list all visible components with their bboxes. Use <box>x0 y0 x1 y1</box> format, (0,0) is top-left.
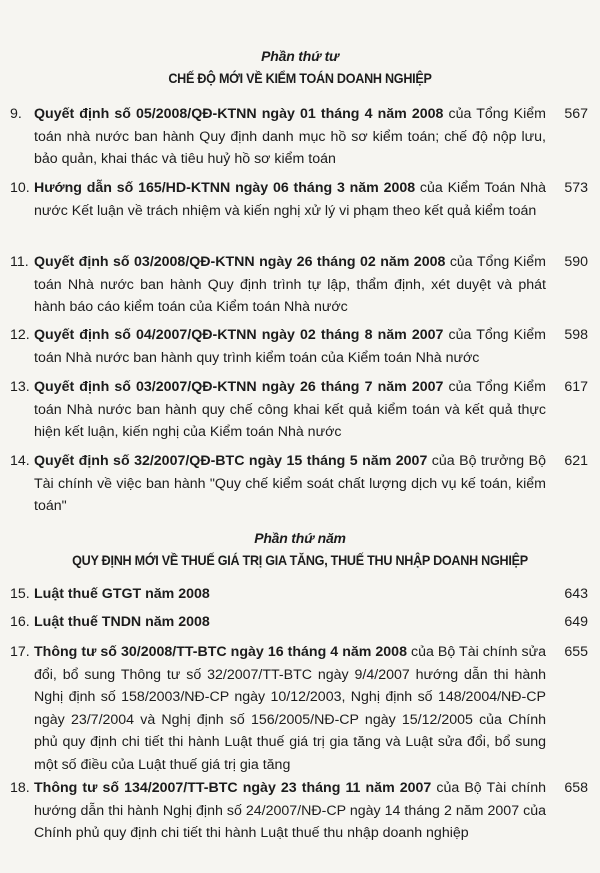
entry-number: 10. <box>10 180 30 196</box>
entry-number: 9. <box>10 106 22 122</box>
entry-page-number: 573 <box>564 180 588 196</box>
entry-title: Hướng dẫn số 165/HD-KTNN ngày 06 tháng 3 năm 2008 <box>34 180 416 196</box>
toc-entry-12 <box>10 324 590 369</box>
entry-text <box>34 611 546 634</box>
toc-entry-13 <box>10 376 590 444</box>
toc-entry-10 <box>10 177 590 222</box>
entry-text <box>34 376 546 444</box>
entry-description: của Tổng Kiểm toán Nhà nước ban hành Quy định trình tự lập, thẩm định, xét duyệt và phát hành báo cáo kiểm toán của Kiểm toán Nhà nước <box>34 254 546 315</box>
entry-text <box>34 251 546 319</box>
entry-description: của Bộ Tài chính sửa đổi, bổ sung Thông tư số 32/2007/TT-BTC ngày 9/4/2007 hướng dẫn thi hành Nghị định số 158/2003/NĐ-CP ngày 10/12/2003, Nghị định số 148/2004/NĐ-CP ngày 23/7/2004 và Nghị định số 156/2005/NĐ-CP ngày 15/12/2005 của Chính phủ quy định chi tiết thi hành Luật thuế giá trị gia tăng và Luật sửa đổi, bổ sung một số điều của Luật thuế giá trị gia tăng <box>34 644 546 773</box>
entry-page-number: 649 <box>564 614 588 630</box>
entry-text <box>34 103 546 171</box>
entry-page-number: 617 <box>564 379 588 395</box>
entry-number: 14. <box>10 453 30 469</box>
entry-number: 13. <box>10 379 30 395</box>
entry-title: Quyết định số 05/2008/QĐ-KTNN ngày 01 tháng 4 năm 2008 <box>34 106 444 122</box>
entry-description: của Tổng Kiểm toán nhà nước ban hành Quy định danh mục hồ sơ kiểm toán; chế độ nộp lưu, bảo quản, khai thác và tiêu huỷ hồ sơ kiểm toán <box>34 106 546 167</box>
part5-label: Phần thứ năm <box>254 530 346 546</box>
toc-entry-9 <box>10 103 590 171</box>
part4-heading: CHẾ ĐỘ MỚI VỀ KIỂM TOÁN DOANH NGHIỆP <box>168 70 432 86</box>
entry-title: Quyết định số 04/2007/QĐ-KTNN ngày 02 tháng 8 năm 2007 <box>34 327 444 343</box>
entry-title: Thông tư số 134/2007/TT-BTC ngày 23 tháng 11 năm 2007 <box>34 780 432 796</box>
entry-page-number: 658 <box>564 780 588 796</box>
entry-number: 18. <box>10 780 30 796</box>
toc-entry-11 <box>10 251 590 319</box>
entry-page-number: 655 <box>564 644 588 660</box>
entry-page-number: 621 <box>564 453 588 469</box>
part4-label: Phần thứ tư <box>261 48 339 64</box>
entry-number: 11. <box>10 254 29 270</box>
entry-text <box>34 450 546 518</box>
entry-text <box>34 641 546 776</box>
entry-text <box>34 177 546 222</box>
entry-title: Quyết định số 03/2008/QĐ-KTNN ngày 26 tháng 02 năm 2008 <box>34 254 446 270</box>
entry-page-number: 643 <box>564 586 588 602</box>
entry-title: Luật thuế GTGT năm 2008 <box>34 586 210 602</box>
entry-title: Quyết định số 32/2007/QĐ-BTC ngày 15 tháng 5 năm 2007 <box>34 453 428 469</box>
entry-text <box>34 777 546 845</box>
entry-text <box>34 324 546 369</box>
toc-entry-18 <box>10 777 590 845</box>
toc-entry-14 <box>10 450 590 518</box>
entry-title: Thông tư số 30/2008/TT-BTC ngày 16 tháng 4 năm 2008 <box>34 644 407 660</box>
entry-page-number: 590 <box>564 254 588 270</box>
toc-entry-16 <box>10 611 590 634</box>
part5-heading: QUY ĐỊNH MỚI VỀ THUẾ GIÁ TRỊ GIA TĂNG, THUẾ THU NHẬP DOANH NGHIỆP <box>72 552 528 568</box>
entry-title: Quyết định số 03/2007/QĐ-KTNN ngày 26 tháng 7 năm 2007 <box>34 379 444 395</box>
entry-number: 15. <box>10 586 30 602</box>
entry-description: của Tổng Kiểm toán Nhà nước ban hành quy chế công khai kết quả kiểm toán và kết quả thực hiện kết luận, kiến nghị của Kiểm toán Nhà nước <box>34 379 546 440</box>
toc-entry-15 <box>10 583 590 606</box>
entry-page-number: 567 <box>564 106 588 122</box>
entry-description: của Bộ trưởng Bộ Tài chính về việc ban hành "Quy chế kiểm soát chất lượng dịch vụ kế toán, kiểm toán" <box>34 453 546 514</box>
entry-title: Luật thuế TNDN năm 2008 <box>34 614 210 630</box>
entry-description: của Bộ Tài chính hướng dẫn thi hành Nghị định số 24/2007/NĐ-CP ngày 14 tháng 2 năm 2007 của Chính phủ quy định chi tiết thi hành Luật thuế thu nhập doanh nghiệp <box>34 780 547 841</box>
entry-text <box>34 583 546 606</box>
entry-page-number: 598 <box>564 327 588 343</box>
entry-description: của Tổng Kiểm toán Nhà nước ban hành quy trình kiểm toán của Kiểm toán Nhà nước <box>34 327 546 366</box>
entry-description: của Kiểm Toán Nhà nước Kết luận về trách nhiệm và kiến nghị xử lý vi phạm theo kết quả kiểm toán <box>34 180 547 219</box>
toc-entry-17 <box>10 641 590 776</box>
entry-number: 16. <box>10 614 30 630</box>
entry-number: 12. <box>10 327 30 343</box>
entry-number: 17. <box>10 644 30 660</box>
